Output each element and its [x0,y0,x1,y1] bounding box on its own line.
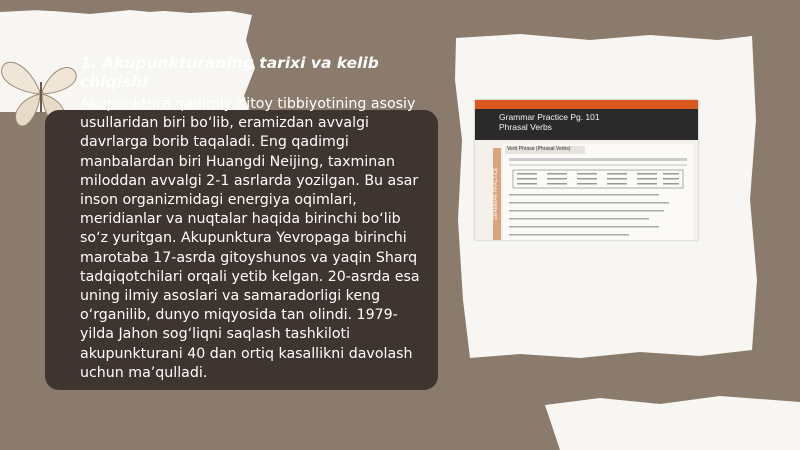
image-header-line-2: Phrasal Verbs [499,122,552,132]
slide-title: 1. Akupunkturaning tarixi va kelib chiqishi [80,54,379,91]
worksheet-heading: Verb Phrase (Phrasal Verbs) [507,146,571,152]
worksheet-illustration [503,144,693,240]
image-header-line-1: Grammar Practice Pg. 101 [499,112,600,122]
slide-body-text: Akupunktura qadimiy Xitoy tibbiyotining asosiy usullaridan biri bo‘lib, eramizdan avvalgi davrlarga borib taqaladi. Eng qadimgi manbalardan biri Huangdi Neijing, taxminan miloddan avvalgi 2-1 asrlarda yozilgan. Bu asar inson organizmidagi energiya oqimlari, meridianlar va nuqtalar haqida birinchi bo‘lib so‘z yuritgan. Akupunktura Yevropaga birinchi marotaba 17-asrda gitoyshunos va yaqin Sharq tadqiqotchilari orqali yetib kelgan. 20-asrda esa uning ilmiy asoslari va samaradorligi keng o‘rganilib, dunyo miqyosida tan olindi. 1979-yilda Jahon sog‘liqni saqlash tashkiloti akupunkturani 40 dan ortiq kasallikni davolash uchun ma’qulladi. [80,96,420,381]
grammar-practice-image [475,100,698,240]
image-side-label: GRAMMAR PRACTICE [493,148,501,240]
